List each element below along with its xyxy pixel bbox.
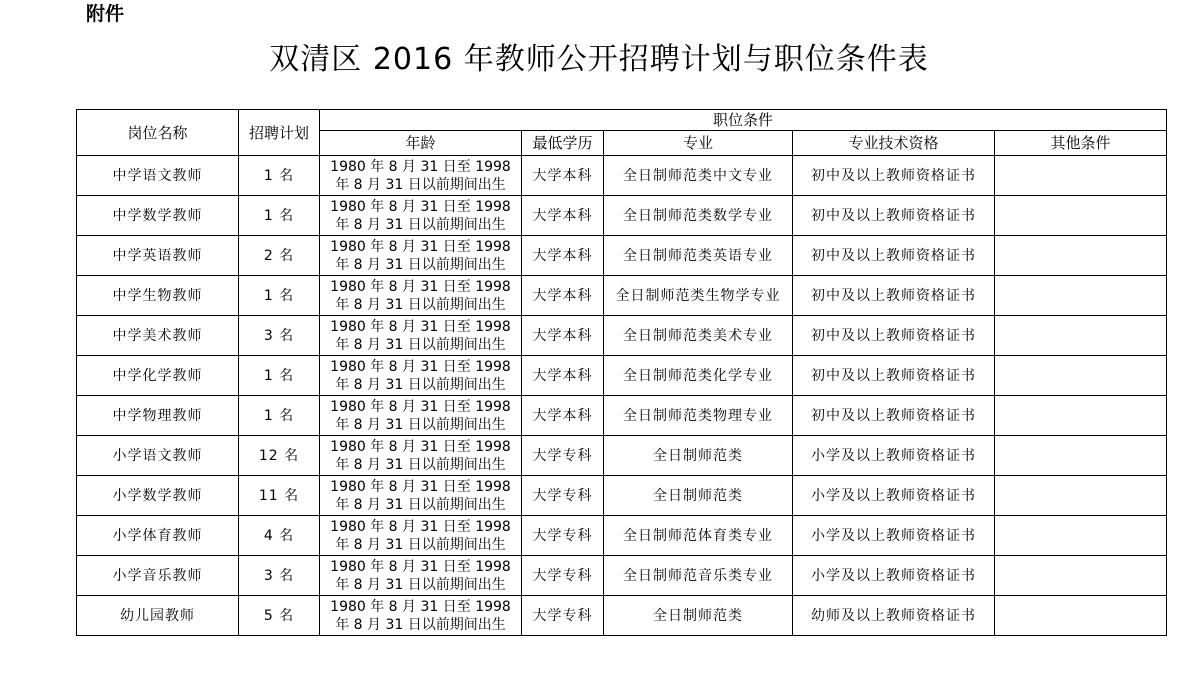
age-cell [320,596,522,636]
table-row [77,316,1167,356]
other-cell [995,156,1167,196]
education-cell: 大学专科 [522,516,604,556]
qualification-cell: 初中及以上教师资格证书 [793,236,995,276]
quota-cell: 3 名 [239,556,320,596]
header-qualification: 专业技术资格 [793,131,995,156]
position-cell: 小学语文教师 [77,436,239,476]
qualification-cell: 幼师及以上教师资格证书 [793,596,995,636]
table-row [77,396,1167,436]
other-cell [995,396,1167,436]
age-line-1: 1980 年 8 月 31 日至 1998 [330,238,511,255]
age-line-2: 年 8 月 31 日以前期间出生 [335,496,506,513]
age-cell [320,196,522,236]
age-line-2: 年 8 月 31 日以前期间出生 [335,616,506,633]
age-line-2: 年 8 月 31 日以前期间出生 [335,576,506,593]
education-cell: 大学本科 [522,236,604,276]
age-cell [320,436,522,476]
age-line-1: 1980 年 8 月 31 日至 1998 [330,198,511,215]
education-cell: 大学本科 [522,156,604,196]
age-line-2: 年 8 月 31 日以前期间出生 [335,416,506,433]
age-line-1: 1980 年 8 月 31 日至 1998 [330,478,511,495]
education-cell: 大学本科 [522,396,604,436]
age-line-1: 1980 年 8 月 31 日至 1998 [330,518,511,535]
quota-cell: 12 名 [239,436,320,476]
major-cell: 全日制师范类中文专业 [604,156,793,196]
education-cell: 大学本科 [522,276,604,316]
qualification-cell: 初中及以上教师资格证书 [793,156,995,196]
other-cell [995,356,1167,396]
other-cell [995,596,1167,636]
qualification-cell: 小学及以上教师资格证书 [793,556,995,596]
age-line-2: 年 8 月 31 日以前期间出生 [335,536,506,553]
quota-cell: 1 名 [239,356,320,396]
age-cell [320,516,522,556]
age-line-2: 年 8 月 31 日以前期间出生 [335,256,506,273]
position-cell: 中学美术教师 [77,316,239,356]
qualification-cell: 初中及以上教师资格证书 [793,276,995,316]
major-cell: 全日制师范类英语专业 [604,236,793,276]
quota-cell: 1 名 [239,196,320,236]
quota-cell: 4 名 [239,516,320,556]
age-line-1: 1980 年 8 月 31 日至 1998 [330,158,511,175]
table-row [77,276,1167,316]
table-row [77,156,1167,196]
table-row [77,236,1167,276]
education-cell: 大学专科 [522,596,604,636]
age-line-1: 1980 年 8 月 31 日至 1998 [330,358,511,375]
qualification-cell: 小学及以上教师资格证书 [793,476,995,516]
recruitment-plan-table [76,109,1167,636]
major-cell: 全日制师范类 [604,436,793,476]
position-cell: 中学物理教师 [77,396,239,436]
other-cell [995,436,1167,476]
age-line-2: 年 8 月 31 日以前期间出生 [335,376,506,393]
quota-cell: 1 名 [239,396,320,436]
age-line-1: 1980 年 8 月 31 日至 1998 [330,438,511,455]
other-cell [995,276,1167,316]
table-row [77,356,1167,396]
other-cell [995,556,1167,596]
major-cell: 全日制师范类生物学专业 [604,276,793,316]
age-cell [320,316,522,356]
major-cell: 全日制师范体育类专业 [604,516,793,556]
age-line-1: 1980 年 8 月 31 日至 1998 [330,398,511,415]
age-line-1: 1980 年 8 月 31 日至 1998 [330,278,511,295]
quota-cell: 11 名 [239,476,320,516]
qualification-cell: 初中及以上教师资格证书 [793,196,995,236]
position-cell: 中学语文教师 [77,156,239,196]
qualification-cell: 初中及以上教师资格证书 [793,396,995,436]
position-cell: 中学化学教师 [77,356,239,396]
qualification-cell: 小学及以上教师资格证书 [793,516,995,556]
table-row [77,476,1167,516]
age-line-2: 年 8 月 31 日以前期间出生 [335,176,506,193]
other-cell [995,196,1167,236]
quota-cell: 1 名 [239,156,320,196]
table-body [77,156,1167,636]
major-cell: 全日制师范音乐类专业 [604,556,793,596]
age-cell [320,556,522,596]
quota-cell: 5 名 [239,596,320,636]
other-cell [995,516,1167,556]
age-line-2: 年 8 月 31 日以前期间出生 [335,216,506,233]
major-cell: 全日制师范类 [604,596,793,636]
major-cell: 全日制师范类 [604,476,793,516]
age-line-2: 年 8 月 31 日以前期间出生 [335,456,506,473]
age-cell [320,476,522,516]
table-row [77,596,1167,636]
qualification-cell: 初中及以上教师资格证书 [793,316,995,356]
header-quota: 招聘计划 [239,110,320,156]
age-cell [320,236,522,276]
education-cell: 大学专科 [522,556,604,596]
age-cell [320,156,522,196]
education-cell: 大学本科 [522,316,604,356]
quota-cell: 3 名 [239,316,320,356]
position-cell: 小学体育教师 [77,516,239,556]
header-age: 年龄 [320,131,522,156]
age-line-1: 1980 年 8 月 31 日至 1998 [330,598,511,615]
table-row [77,436,1167,476]
table-row [77,196,1167,236]
table-row [77,556,1167,596]
age-line-1: 1980 年 8 月 31 日至 1998 [330,558,511,575]
age-cell [320,356,522,396]
major-cell: 全日制师范类数学专业 [604,196,793,236]
header-education: 最低学历 [522,131,604,156]
age-cell [320,276,522,316]
education-cell: 大学本科 [522,356,604,396]
quota-cell: 2 名 [239,236,320,276]
education-cell: 大学专科 [522,476,604,516]
position-cell: 中学数学教师 [77,196,239,236]
age-line-2: 年 8 月 31 日以前期间出生 [335,296,506,313]
position-cell: 中学生物教师 [77,276,239,316]
education-cell: 大学本科 [522,196,604,236]
header-major: 专业 [604,131,793,156]
major-cell: 全日制师范类美术专业 [604,316,793,356]
education-cell: 大学专科 [522,436,604,476]
major-cell: 全日制师范类物理专业 [604,396,793,436]
major-cell: 全日制师范类化学专业 [604,356,793,396]
attachment-label: 附件 [86,3,125,25]
position-cell: 小学数学教师 [77,476,239,516]
position-cell: 幼儿园教师 [77,596,239,636]
table-row [77,516,1167,556]
other-cell [995,316,1167,356]
quota-cell: 1 名 [239,276,320,316]
age-cell [320,396,522,436]
other-cell [995,236,1167,276]
header-conditions: 职位条件 [320,110,1167,131]
page-title: 双清区 2016 年教师公开招聘计划与职位条件表 [269,42,929,77]
other-cell [995,476,1167,516]
position-cell: 中学英语教师 [77,236,239,276]
age-line-1: 1980 年 8 月 31 日至 1998 [330,318,511,335]
qualification-cell: 初中及以上教师资格证书 [793,356,995,396]
qualification-cell: 小学及以上教师资格证书 [793,436,995,476]
header-other: 其他条件 [995,131,1167,156]
header-position: 岗位名称 [77,110,239,156]
position-cell: 小学音乐教师 [77,556,239,596]
age-line-2: 年 8 月 31 日以前期间出生 [335,336,506,353]
